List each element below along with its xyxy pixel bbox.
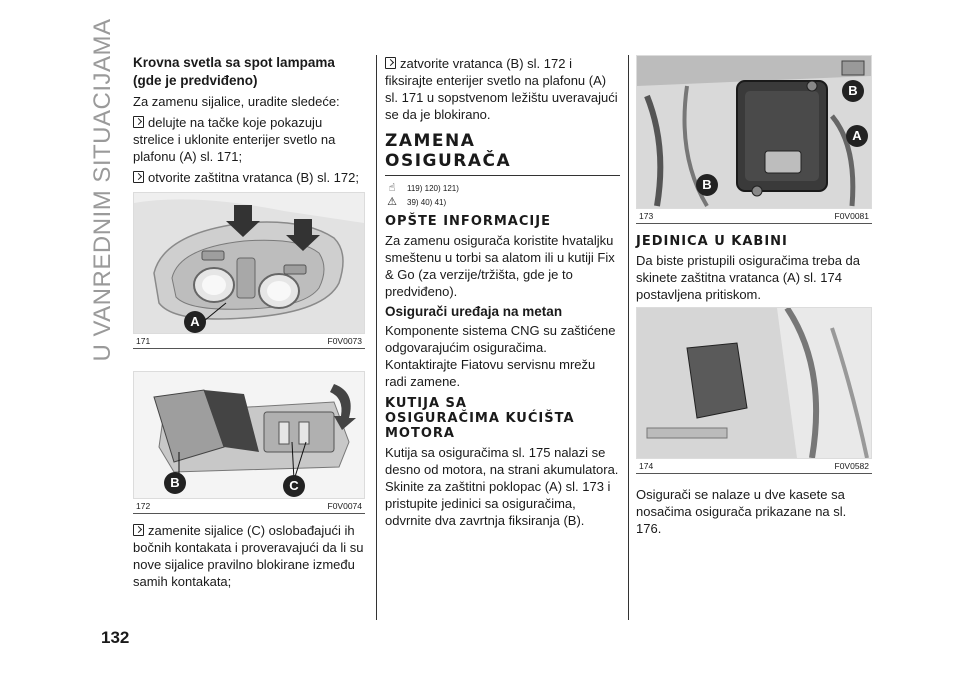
heading-zamena-line1: ZAMENA — [385, 131, 476, 151]
figure-171-number: 171 — [136, 336, 151, 346]
figure-171 — [133, 192, 365, 334]
figure-174-number: 174 — [639, 461, 654, 471]
column-divider-2 — [628, 55, 629, 620]
column-2 — [385, 55, 620, 533]
cabin-fuse-cover-illustration — [637, 308, 871, 458]
figure-173-code: F0V0081 — [834, 211, 869, 221]
figure-label-b-badge — [164, 472, 186, 494]
heading-jedinica: JEDINICA U KABINI — [636, 234, 788, 249]
bottom-text: Osigurači se nalaze u dve kasete sa nosačima osigurača prikazane na sl. 176. — [636, 487, 847, 536]
figure-173 — [636, 55, 872, 209]
column-3 — [636, 55, 872, 541]
warning-refs: 119) 120) 121) — [407, 183, 459, 193]
heading-kutija — [385, 396, 620, 441]
side-section-title — [83, 18, 123, 362]
figure-label-c-badge — [283, 475, 305, 497]
heading-zamena-line2: OSIGURAČA — [385, 151, 512, 171]
figure-173-label-b-bottom-badge — [696, 174, 718, 196]
figure-173-caption — [636, 211, 872, 224]
step-bullet-icon — [133, 171, 144, 183]
uredjaja-text: Komponente sistema CNG su zaštićene odgovarajućim osiguračima. Kontaktirajte Fiatovu servisnu mrežu radi zamene. — [385, 323, 616, 389]
engine-fuse-box-illustration — [637, 56, 871, 208]
figure-174 — [636, 307, 872, 459]
heading-kutija-line3: MOTORA — [385, 426, 455, 441]
heading-kutija-line1: KUTIJA SA — [385, 396, 467, 411]
figure-173-label-a-badge — [846, 125, 868, 147]
heading-uredjaja: Osigurači uređaja na metan — [385, 304, 563, 319]
figure-172-caption — [133, 501, 365, 514]
figure-172 — [133, 371, 365, 499]
ceiling-light-illustration — [134, 193, 364, 333]
figure-172-number: 172 — [136, 501, 151, 511]
step-bullet-icon — [133, 524, 144, 536]
intro-text: Za zamenu sijalice, uradite sledeće: — [133, 94, 340, 109]
caution-refs: 39) 40) 41) — [407, 197, 447, 207]
figure-171-caption — [133, 336, 365, 349]
step-bullet-icon — [133, 116, 144, 128]
heading-underline — [385, 175, 620, 176]
figure-173-label-b-top-badge — [842, 80, 864, 102]
warning-refs-row — [385, 182, 620, 194]
heading-kutija-line2: OSIGURAČIMA KUĆIŠTA — [385, 411, 575, 426]
heading-spot-lamps-sub: (gde je predviđeno) — [133, 73, 258, 88]
heading-spot-lamps: Krovna svetla sa spot lampama — [133, 55, 335, 70]
step-3: zamenite sijalice (C) oslobađajući ih bočnih kontakata i proveravajući da li su nove sijalice pravilno blokirane između samih kontakata; — [133, 523, 364, 589]
figure-173-label-b-bottom: B — [702, 177, 712, 192]
figure-173-number: 173 — [639, 211, 654, 221]
figure-label-c: C — [289, 478, 299, 493]
figure-label-a: A — [190, 314, 200, 329]
hand-warning-icon: ☝ — [388, 182, 396, 194]
caution-triangle-icon: ⚠ — [387, 196, 397, 208]
figure-173-label-b-top: B — [848, 83, 858, 98]
figure-label-b: B — [170, 475, 180, 490]
figure-171-code: F0V0073 — [327, 336, 362, 346]
caution-refs-row — [385, 196, 620, 208]
heading-zamena — [385, 131, 620, 171]
step-2: otvorite zaštitna vratanca (B) sl. 172; — [133, 169, 365, 186]
side-section-title-text: U VANREDNIM SITUACIJAMA — [89, 18, 116, 362]
figure-174-code: F0V0582 — [834, 461, 869, 471]
step-1: delujte na tačke koje pokazuju strelice i uklonite enterijer svetlo na plafonu (A) sl. 171; — [133, 115, 336, 164]
figure-173-label-a: A — [852, 128, 862, 143]
opste-text: Za zamenu osigurača koristite hvataljku smeštenu u torbi sa alatom ili u kutiji Fix & Go (za verzije/tržišta, gde je to predviđeno). — [385, 233, 615, 299]
figure-174-caption — [636, 461, 872, 474]
heading-opste: OPŠTE INFORMACIJE — [385, 214, 551, 229]
page-number: 132 — [101, 628, 130, 647]
step-bullet-icon — [385, 57, 396, 69]
figure-label-a-badge — [184, 311, 206, 333]
kutija-text: Kutija sa osiguračima sl. 175 nalazi se desno od motora, na strani akumulatora. Skinite za zaštitni poklopac (A) sl. 173 i pristupite jedinici sa osiguračima, odvrnite dva zavrtnja fiksiranja (B). — [385, 445, 619, 528]
jedinica-text: Da biste pristupili osiguračima treba da skinete zaštitna vratanca (A) sl. 174 postavljena pritiskom. — [636, 253, 860, 302]
column-divider-1 — [376, 55, 377, 620]
step-4: zatvorite vratanca (B) sl. 172 i fiksirajte enterijer svetlo na plafonu (A) sl. 171 u sopstvenom ležištu uveravajući se da je blokirano. — [385, 56, 618, 122]
figure-172-code: F0V0074 — [327, 501, 362, 511]
column-1 — [133, 55, 365, 594]
